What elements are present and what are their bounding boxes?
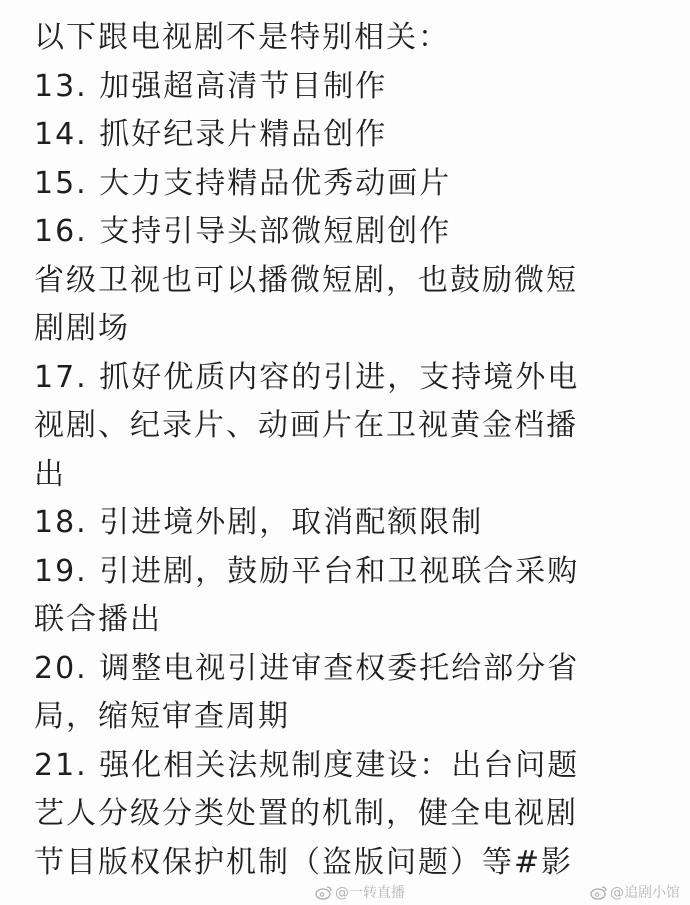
note-line: 14. 抓好纪录片精品创作 xyxy=(34,117,388,152)
note-line: 节目版权保护机制（盗版问题）等#影 xyxy=(34,844,574,880)
watermark-right xyxy=(590,882,680,902)
note-body xyxy=(34,14,674,887)
note-line: 19. 引进剧，鼓励平台和卫视联合采购 xyxy=(34,553,580,589)
note-line: 以下跟电视剧不是特别相关： xyxy=(34,20,450,55)
note-line: 21. 强化相关法规制度建设：出台问题 xyxy=(34,747,580,783)
note-line: 联合播出 xyxy=(34,602,162,637)
watermark xyxy=(0,883,690,905)
note-line: 视剧、纪录片、动画片在卫视黄金档播 xyxy=(34,408,578,443)
note-line: 剧剧场 xyxy=(34,311,130,346)
note-line: 16. 支持引导头部微短剧创作 xyxy=(34,214,452,249)
note-line: 13. 加强超高清节目制作 xyxy=(34,68,388,104)
weibo-icon xyxy=(315,885,333,900)
note-line: 出 xyxy=(34,456,66,492)
note-line: 20. 调整电视引进审查权委托给部分省 xyxy=(34,650,580,686)
weibo-icon xyxy=(590,885,608,900)
note-line: 17. 抓好优质内容的引进，支持境外电 xyxy=(34,359,580,395)
watermark-right-text: @追剧小馆 xyxy=(610,885,680,901)
note-line: 局，缩短审查周期 xyxy=(34,699,290,734)
note-line: 15. 大力支持精品优秀动画片 xyxy=(34,165,452,201)
watermark-left xyxy=(315,882,405,902)
note-line: 18. 引进境外剧，取消配额限制 xyxy=(34,505,484,540)
note-line: 艺人分级分类处置的机制，健全电视剧 xyxy=(34,796,578,831)
watermark-left-text: @一转直播 xyxy=(335,885,405,901)
note-line: 省级卫视也可以播微短剧，也鼓励微短 xyxy=(34,262,578,298)
